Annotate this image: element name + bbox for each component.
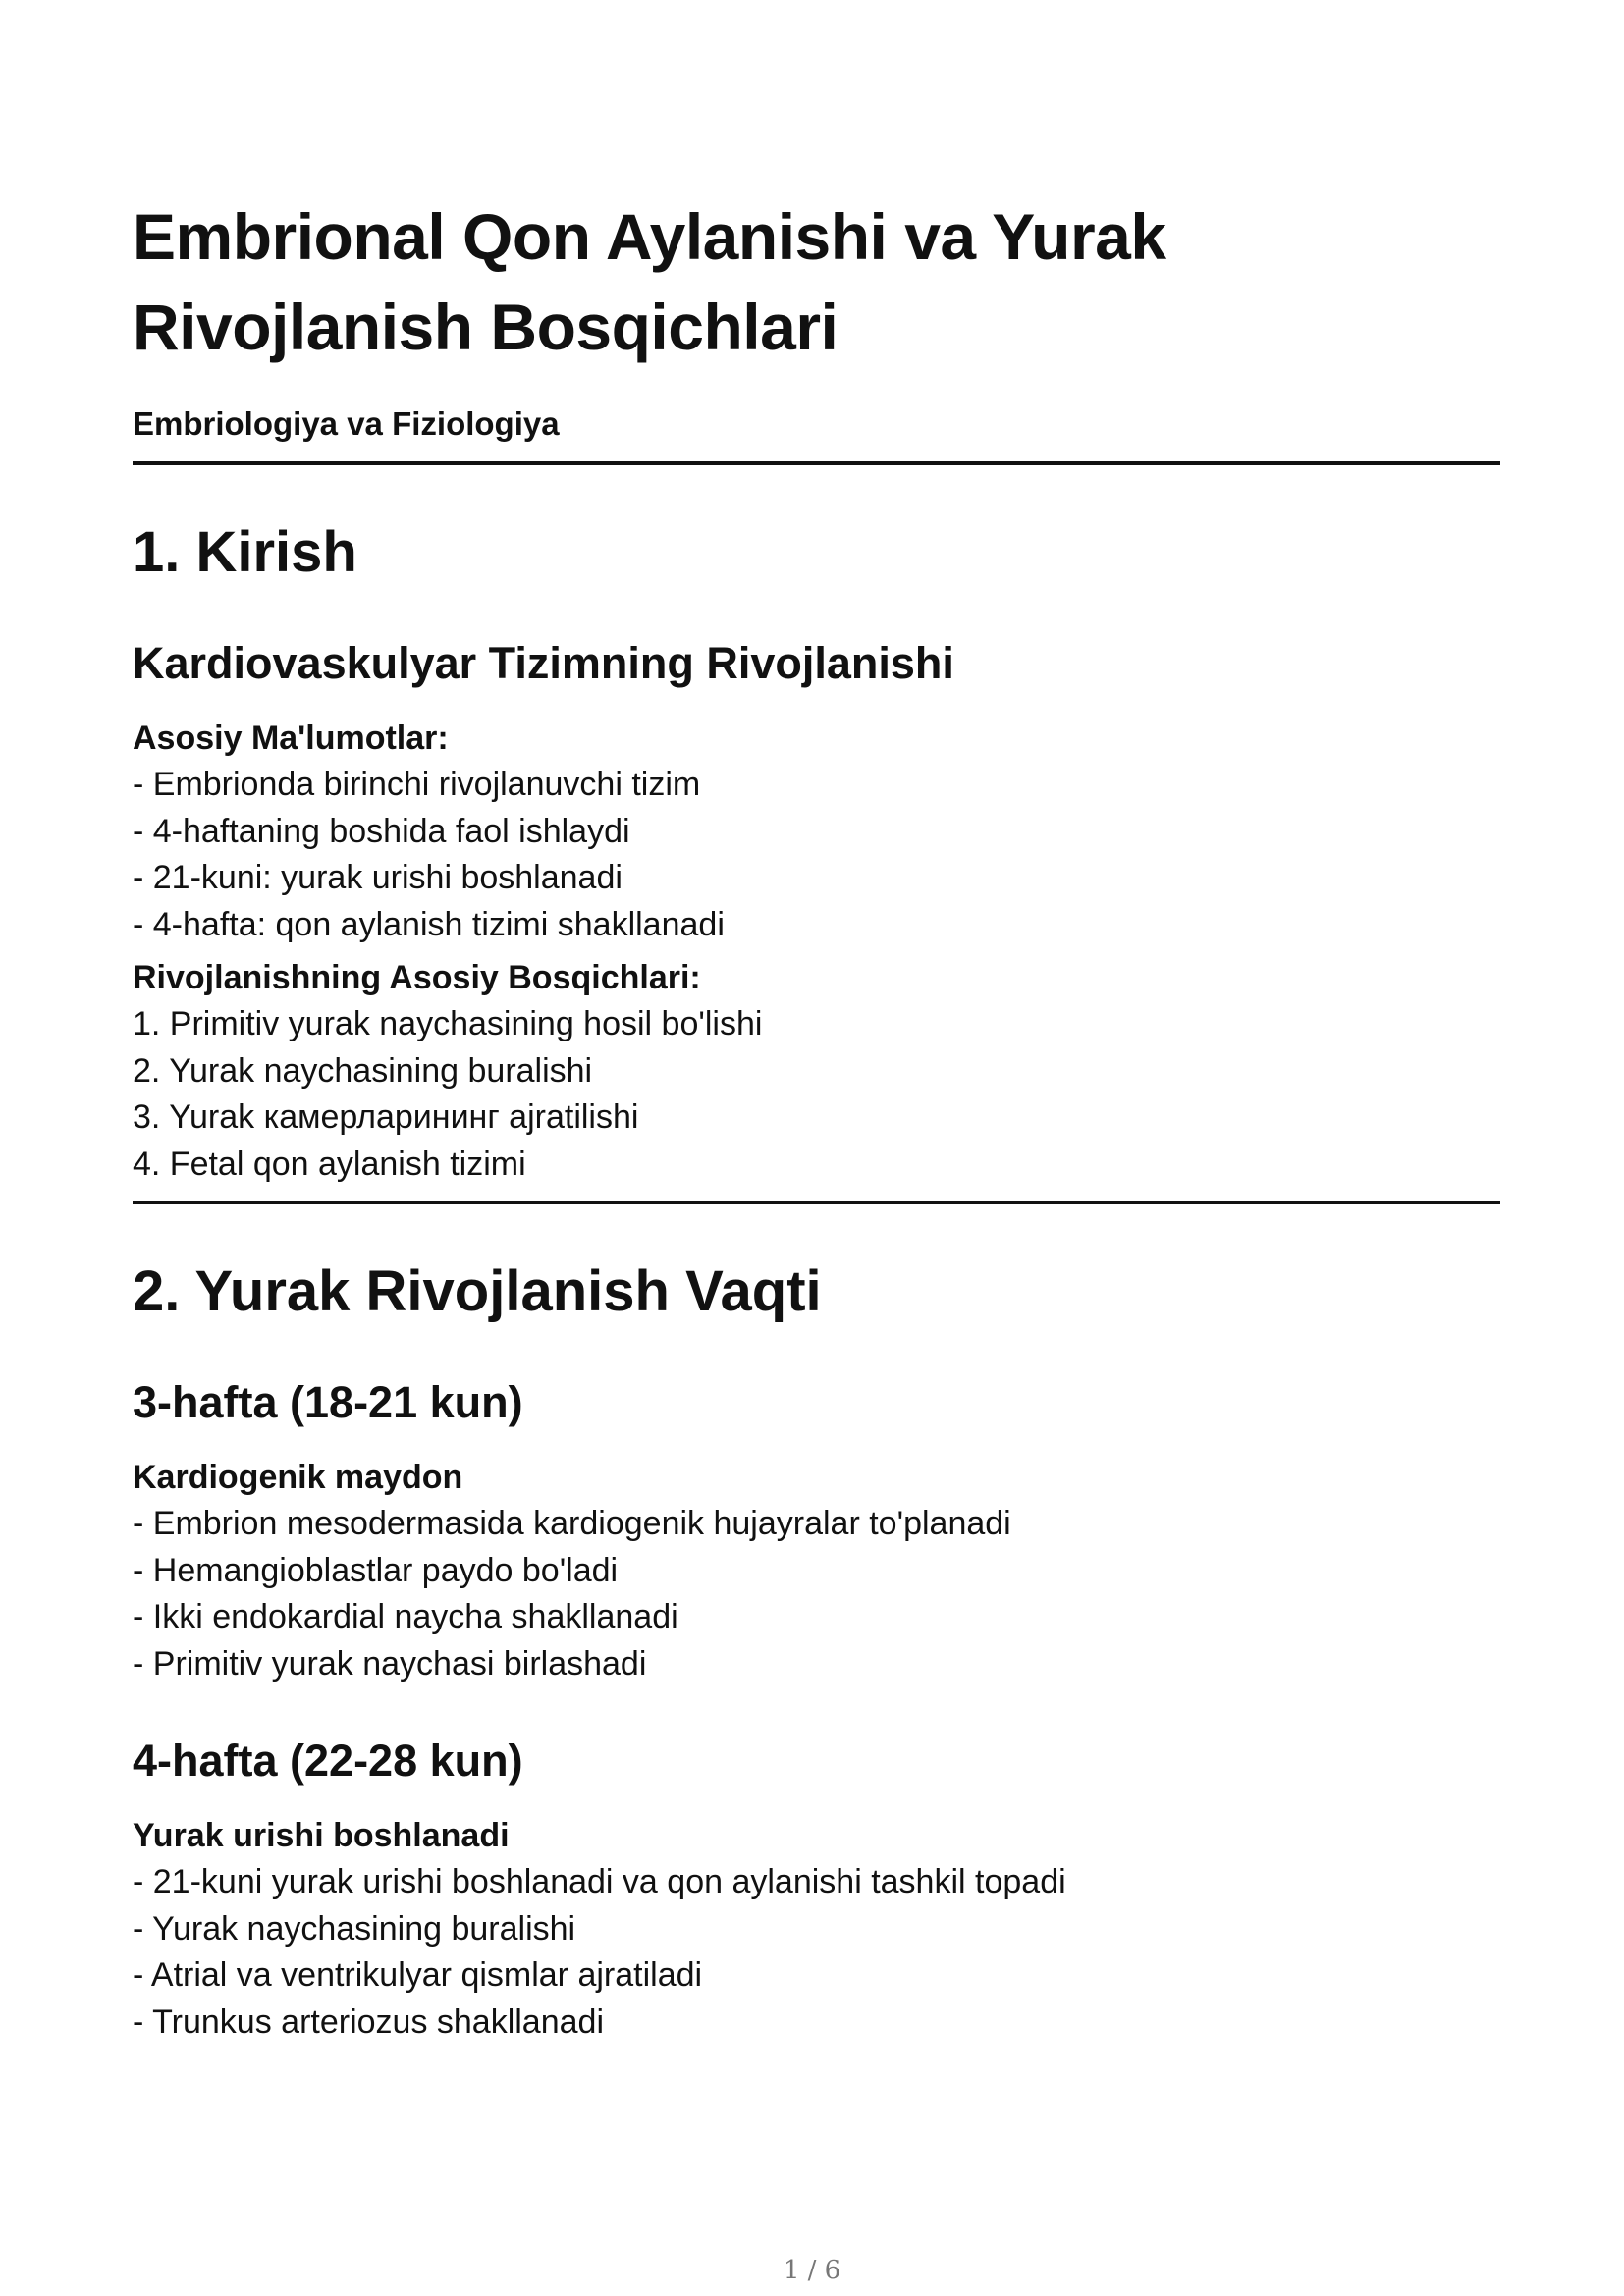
week-3-item: - Ikki endokardial naycha shakllanadi xyxy=(133,1598,678,1635)
document-title xyxy=(133,191,1409,372)
section-1-subheading: Kardiovaskulyar Tizimning Rivojlanishi xyxy=(133,638,954,688)
stages-block xyxy=(133,955,1488,1188)
week-4-label: Yurak urishi boshlanadi xyxy=(133,1817,510,1854)
stages-item: 1. Primitiv yurak naychasining hosil bo'lishi xyxy=(133,1005,763,1042)
basics-block xyxy=(133,716,1488,948)
document-title-line-2: Rivojlanish Bosqichlari xyxy=(133,291,839,363)
week-4-heading: 4-hafta (22-28 kun) xyxy=(133,1735,523,1786)
week-4-block xyxy=(133,1813,1488,2046)
divider-section-2 xyxy=(133,1201,1500,1204)
week-3-heading: 3-hafta (18-21 kun) xyxy=(133,1377,523,1427)
stages-item: 4. Fetal qon aylanish tizimi xyxy=(133,1145,526,1183)
basics-label: Asosiy Ma'lumotlar: xyxy=(133,720,449,757)
week-4-item: - Atrial va ventrikulyar qismlar ajratiladi xyxy=(133,1956,703,1994)
week-3-item: - Primitiv yurak naychasi birlashadi xyxy=(133,1644,647,1682)
page-content xyxy=(133,0,1500,2296)
stages-item: 3. Yurak камерларининг ajratilishi xyxy=(133,1098,639,1136)
week-4-item: - Trunkus arteriozus shakllanadi xyxy=(133,2002,605,2041)
week-4-item: - 21-kuni yurak urishi boshlanadi va qon aylanishi tashkil topadi xyxy=(133,1863,1066,1900)
stages-label: Rivojlanishning Asosiy Bosqichlari: xyxy=(133,959,701,996)
section-1-heading: 1. Kirish xyxy=(133,520,357,584)
basics-item: - 21-kuni: yurak urishi boshlanadi xyxy=(133,859,623,896)
week-3-block xyxy=(133,1455,1488,1687)
basics-item: - 4-haftaning boshida faol ishlaydi xyxy=(133,812,630,850)
page-number: 1 / 6 xyxy=(783,2256,841,2285)
document-title-line-1: Embrional Qon Aylanishi va Yurak xyxy=(133,200,1166,273)
basics-item: - 4-hafta: qon aylanish tizimi shakllanadi xyxy=(133,905,725,943)
week-4-item: - Yurak naychasining buralishi xyxy=(133,1909,576,1948)
week-3-item: - Embrion mesodermasida kardiogenik hujayralar to'planadi xyxy=(133,1505,1011,1542)
document-subtitle: Embriologiya va Fiziologiya xyxy=(133,405,560,442)
basics-item: - Embrionda birinchi rivojlanuvchi tizim xyxy=(133,766,701,803)
stages-item: 2. Yurak naychasining buralishi xyxy=(133,1051,593,1090)
week-3-item: - Hemangioblastlar paydo bo'ladi xyxy=(133,1551,619,1589)
divider-top xyxy=(133,461,1500,465)
section-2-heading: 2. Yurak Rivojlanish Vaqti xyxy=(133,1259,822,1323)
week-3-label: Kardiogenik maydon xyxy=(133,1459,463,1496)
